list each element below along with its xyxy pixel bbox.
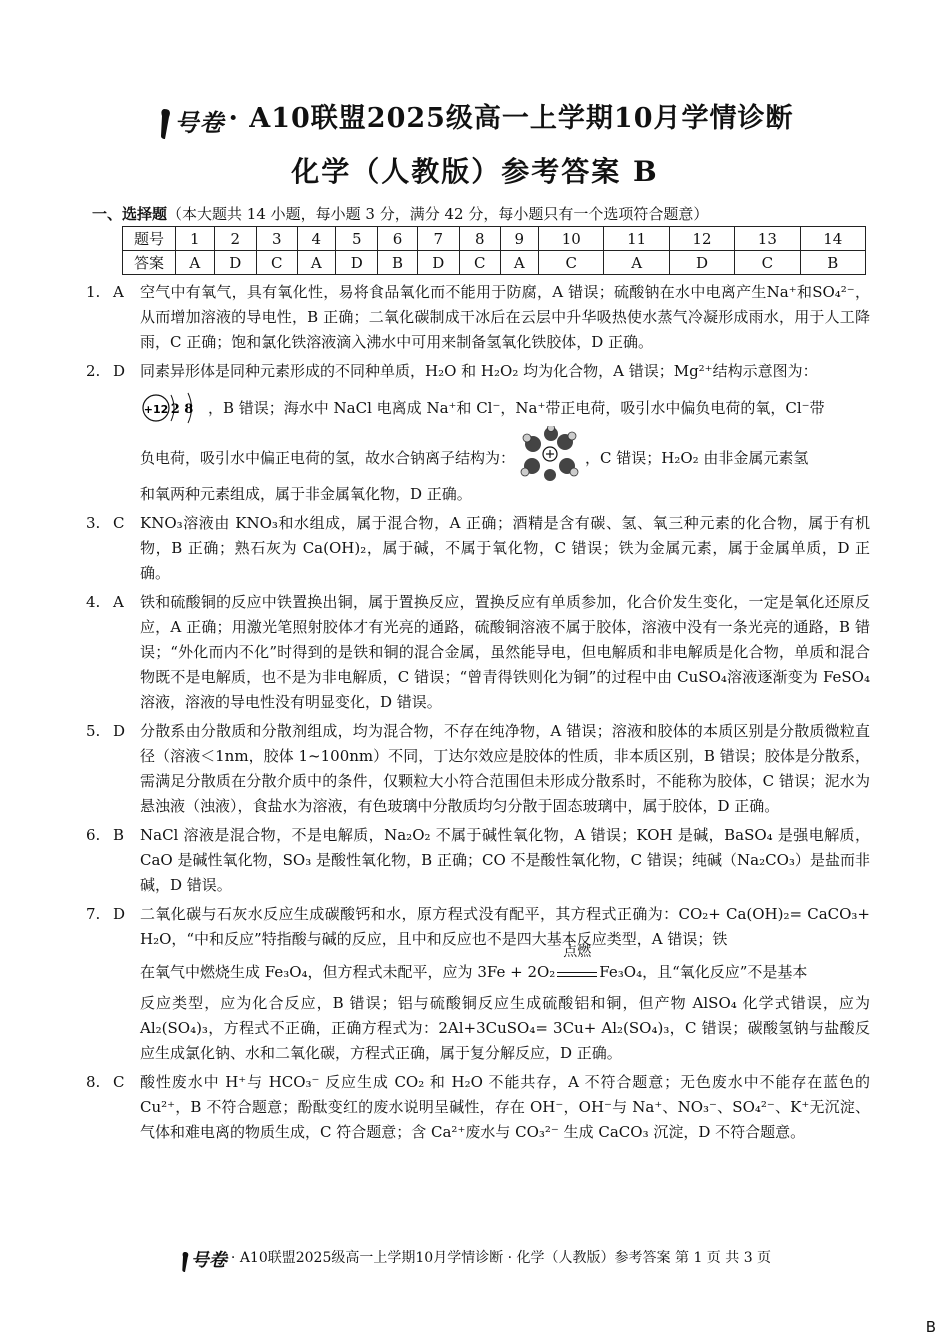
table-cell: D [417, 251, 459, 275]
equals-sign [557, 972, 597, 977]
table-cell: 3 [256, 227, 297, 251]
item-text: 二氧化碳与石灰水反应生成碳酸钙和水，原方程式没有配平，其方程式正确为：CO₂+ Ca(OH)₂= CaCO₃+ H₂O，“中和反应”特指酸与碱的反应，且中和反应也不是四大基本反应类型，A 错误；铁 [140, 905, 870, 948]
item-text: 空气中有氧气，具有氧化性，易将食品氧化而不能用于防腐，A 错误；硫酸钠在水中电离产生Na⁺和SO₄²⁻，从而增加溶液的导电性，B 正确；二氧化碳制成干冰后在云层中升华吸热使水蒸气冷凝形成雨水，用于人工降雨，C 正确；饱和氯化铁溶液滴入沸水中可用来制备氢氧化铁胶体，D 正确。 [140, 283, 870, 351]
item-body [140, 511, 870, 586]
page-footer [0, 1246, 950, 1273]
table-cell: 9 [500, 227, 539, 251]
corner-mark: B [925, 1318, 936, 1336]
answer-row [123, 251, 866, 275]
item-number: 8. [86, 1073, 101, 1091]
section-title: 一、选择题 [92, 205, 168, 223]
table-cell: D [669, 251, 734, 275]
page-title [0, 96, 950, 140]
item-number: 6. [86, 826, 101, 844]
reaction-condition: 点燃 [563, 944, 592, 960]
table-cell: A [500, 251, 539, 275]
logo-text: 号卷 [174, 109, 225, 137]
item-number: 4. [86, 593, 101, 611]
item-text: NaCl 溶液是混合物，不是电解质，Na₂O₂ 不属于碱性氧化物，A 错误；KOH 是碱，BaSO₄ 是强电解质，CaO 是碱性氧化物，SO₃ 是酸性氧化物，B 正确；CO 不是酸性氧化物，C 错误；纯碱（Na₂CO₃）是盐而非碱，D 错误。 [140, 826, 870, 894]
item-text: KNO₃溶液由 KNO₃和水组成，属于混合物，A 正确；酒精是含有碳、氢、氧三种元素的化合物，属于有机物，B 正确；熟石灰为 Ca(OH)₂，属于碱，不属于氧化物，C 错误；铁为金属元素，属于金属单质，D 正确。 [140, 514, 870, 582]
brand-logo [156, 103, 224, 140]
item-number: 3. [86, 514, 101, 532]
table-cell: C [735, 251, 800, 275]
item-body [140, 719, 870, 819]
reaction-arrow [555, 944, 599, 985]
item-text: 同素异形体是同种元素形成的不同种单质，H₂O 和 H₂O₂ 均为化合物，A 错误；Mg²⁺结构示意图为： [140, 362, 818, 380]
item-body [140, 359, 870, 507]
table-cell: 1 [176, 227, 215, 251]
item-text: Fe₃O₄，且“氧化反应”不是基本 [599, 963, 808, 981]
item-answer: C [113, 1073, 125, 1091]
item-answer: D [113, 362, 126, 380]
table-cell: 14 [800, 227, 865, 251]
table-cell: 5 [336, 227, 378, 251]
item-text: 酸性废水中 H⁺与 HCO₃⁻ 反应生成 CO₂ 和 H₂O 不能共存，A 不符合题意；无色废水中不能存在蓝色的 Cu²⁺，B 不符合题意；酚酞变红的废水说明呈碱性，存在 OH⁻，OH⁻与 Na⁺、NO₃⁻、SO₄²⁻、K⁺无沉淀、气体和难电离的物质生成，C 符合题意；含 Ca²⁺废水与 CO₃²⁻ 生成 CaCO₃ 沉淀，D 不符合题意。 [140, 1073, 870, 1141]
logo-text: 号卷 [190, 1250, 227, 1271]
table-cell: C [459, 251, 500, 275]
mg-shells-label: 2 8 [170, 402, 194, 417]
explanation-item [86, 1070, 870, 1145]
footer-text: · A10联盟2025级高一上学期10月学情诊断 · 化学（人教版）参考答案 第 1 页 共 3 页 [230, 1250, 772, 1266]
item-text: ，C 错误；H₂O₂ 由非金属元素氢 [585, 448, 809, 467]
item-text: 铁和硫酸铜的反应中铁置换出铜，属于置换反应，置换反应有单质参加，化合价发生变化，一定是氧化还原反应，A 正确；用激光笔照射胶体才有光亮的通路，硫酸铜溶液不属于胶体，溶液中没有一条光亮的通路，B 错误；“外化而内不化”时得到的是铁和铜的混合金属，虽然能导电，但电解质和非电解质是化合物，单质和混合物既不是电解质，也不是为非电解质，C 错误；“曾青得铁则化为铜”的过程中由 CuSO₄溶液逐渐变为 FeSO₄溶液，溶液的导电性没有明显变化，D 错误。 [140, 593, 870, 711]
item-number: 1. [86, 283, 101, 301]
table-cell: 4 [297, 227, 336, 251]
section-note: （本大题共 14 小题，每小题 3 分，满分 42 分，每小题只有一个选项符合题意） [167, 205, 709, 223]
explanation-list [86, 280, 870, 1149]
item-text: 反应类型，应为化合反应，B 错误；铝与硫酸铜反应生成硫酸铝和铜，但产物 AlSO₄ 化学式错误，应为 Al₂(SO₄)₃，方程式不正确，正确方程式为：2Al+3CuSO₄= 3Cu+ Al₂(SO₄)₃，C 错误；碳酸氢钠与盐酸反应生成氯化钠、水和二氧化碳，方程式正确，属于复分解反应，D 正确。 [140, 994, 870, 1062]
item-text: 负电荷，吸引水中偏正电荷的氢，故水合钠离子结构为： [140, 448, 516, 467]
row-label-answer: 答案 [123, 251, 176, 275]
item-number: 2. [86, 362, 101, 380]
item-text: 和氧两种元素组成，属于非金属氧化物，D 正确。 [140, 485, 472, 503]
explanation-item [86, 823, 870, 898]
table-cell: 10 [539, 227, 604, 251]
question-number-row [123, 227, 866, 251]
table-cell: 7 [417, 227, 459, 251]
item-text: 分散系由分散质和分散剂组成，均为混合物，不存在纯净物，A 错误；溶液和胶体的本质区别是分散质微粒直径（溶液＜1nm，胶体 1~100nm）不同，丁达尔效应是胶体的性质，非本质区别，B 错误；胶体是分散系，需满足分散质在分散介质中的条件，仅颗粒大小符合范围但未形成分散系时，不能称为胶体，C 错误；泥水为悬浊液（浊液），食盐水为溶液，有色玻璃中分散质均匀分散于固态玻璃中，属于胶体，D 正确。 [140, 722, 870, 815]
item-text: 在氧气中燃烧生成 Fe₃O₄，但方程式未配平，应为 3Fe + 2O₂ [140, 963, 556, 981]
table-cell: A [604, 251, 669, 275]
item-body [140, 1070, 870, 1145]
item-text: ，B 错误；海水中 NaCl 电离成 Na⁺和 Cl⁻，Na⁺带正电荷，吸引水中偏负电荷的氧，Cl⁻带 [208, 398, 825, 417]
table-cell: 13 [735, 227, 800, 251]
explanation-item [86, 902, 870, 1066]
table-cell: A [176, 251, 215, 275]
item-answer: C [113, 514, 125, 532]
explanation-item [86, 280, 870, 355]
item-answer: D [113, 905, 126, 923]
subtitle: 化学（人教版）参考答案 B [291, 154, 659, 188]
mg-diagram-line [140, 388, 870, 428]
mg-nucleus-label: +12 [143, 403, 169, 416]
table-cell: B [378, 251, 417, 275]
section-heading [92, 203, 708, 224]
table-cell: 11 [604, 227, 669, 251]
explanation-item [86, 590, 870, 715]
table-cell: C [256, 251, 297, 275]
hydrated-sodium-ion-diagram [515, 426, 585, 482]
item-body [140, 280, 870, 355]
explanation-item [86, 511, 870, 586]
table-cell: D [336, 251, 378, 275]
table-cell: 12 [669, 227, 734, 251]
table-cell: 2 [214, 227, 256, 251]
title-line-1: · A10联盟2025级高一上学期10月学情诊断 [228, 103, 794, 134]
table-cell: B [800, 251, 865, 275]
table-cell: A [297, 251, 336, 275]
brush-mark-icon [156, 108, 174, 140]
mg-ion-structure-diagram [140, 388, 208, 428]
equation-line [140, 944, 870, 985]
explanation-item [86, 359, 870, 507]
item-number: 7. [86, 905, 101, 923]
table-cell: 6 [378, 227, 417, 251]
item-number: 5. [86, 722, 101, 740]
table-cell: 8 [459, 227, 500, 251]
title-block [0, 96, 950, 190]
item-answer: A [113, 593, 124, 611]
brush-mark-icon [179, 1251, 191, 1273]
answer-table [122, 226, 866, 275]
hydrated-ion-line [140, 434, 870, 482]
footer-logo [179, 1246, 227, 1273]
row-label-number: 题号 [123, 227, 176, 251]
table-cell: D [214, 251, 256, 275]
item-body [140, 823, 870, 898]
item-body [140, 902, 870, 1066]
table-cell: C [539, 251, 604, 275]
item-answer: B [113, 826, 125, 844]
item-answer: D [113, 722, 126, 740]
item-body [140, 590, 870, 715]
explanation-item [86, 719, 870, 819]
item-answer: A [113, 283, 124, 301]
